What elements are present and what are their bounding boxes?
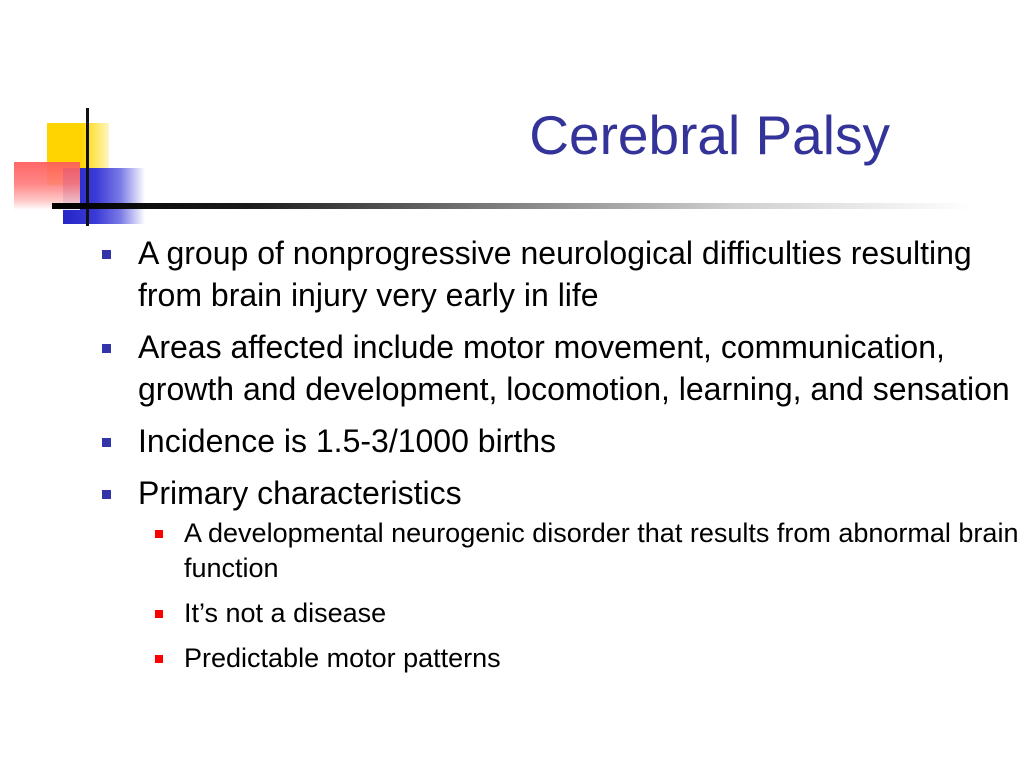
square-bullet-icon <box>102 250 111 259</box>
small-square-bullet-icon <box>155 530 163 538</box>
title-underline-gradient <box>52 203 1024 209</box>
square-bullet-icon <box>102 490 111 499</box>
slide-body <box>100 232 1020 686</box>
small-square-bullet-icon <box>155 655 163 663</box>
bullet-text: Incidence is 1.5-3/1000 births <box>138 423 557 459</box>
bullet-item <box>100 420 1020 462</box>
small-square-bullet-icon <box>155 610 163 618</box>
bullet-text: Primary characteristics <box>138 475 462 511</box>
sub-bullet-text: It’s not a disease <box>184 598 387 628</box>
sub-bullet-item <box>100 641 1020 676</box>
bullet-text: A group of nonprogressive neurological difficulties resulting from brain injury very early in life <box>138 235 972 313</box>
sub-bullet-text: A developmental neurogenic disorder that results from abnormal brain function <box>184 518 1019 583</box>
bullet-item <box>100 232 1020 316</box>
bullet-text: Areas affected include motor movement, communication, growth and development, locomotion, learning, and sensation <box>138 329 1010 407</box>
slide-title: Cerebral Palsy <box>529 104 890 166</box>
bullet-item <box>100 472 1020 514</box>
sub-bullet-item <box>100 596 1020 631</box>
square-bullet-icon <box>102 438 111 447</box>
sub-bullet-item <box>100 516 1020 586</box>
bullet-item <box>100 326 1020 410</box>
sub-bullet-text: Predictable motor patterns <box>184 643 501 673</box>
square-bullet-icon <box>102 344 111 353</box>
